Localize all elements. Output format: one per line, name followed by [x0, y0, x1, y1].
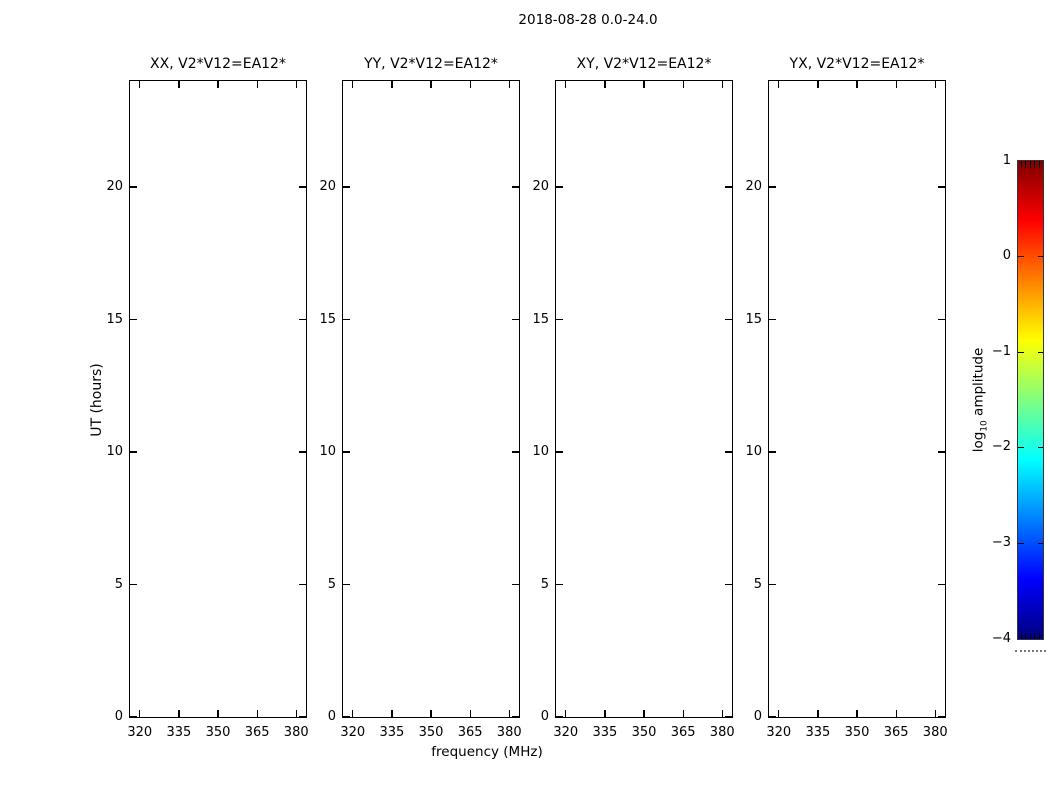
y-tick-mark: [130, 716, 137, 717]
y-tick-label: 15: [745, 311, 762, 327]
y-tick-mark: [343, 716, 350, 717]
colorbar-tick-label: −4: [991, 630, 1011, 646]
y-tick-mark: [938, 716, 945, 717]
y-tick-mark: [512, 584, 519, 585]
colorbar-tick-mark: [1018, 352, 1024, 353]
y-tick-mark: [725, 451, 732, 452]
y-tick-mark: [725, 319, 732, 320]
colorbar-end-hatch: [1021, 161, 1022, 168]
x-tick-label: 350: [844, 725, 870, 740]
x-tick-label: 365: [883, 725, 909, 740]
y-tick-label: 0: [327, 709, 336, 724]
subplot-xx: [106, 56, 309, 740]
y-tick-mark: [343, 584, 350, 585]
x-tick-label: 335: [805, 725, 831, 740]
x-tick-label: 335: [379, 725, 405, 740]
y-tick-mark: [512, 186, 519, 187]
x-tick-mark: [856, 81, 857, 88]
x-tick-mark: [257, 710, 258, 717]
colorbar-label: [971, 348, 990, 453]
x-tick-mark: [470, 710, 471, 717]
colorbar-end-hatch: [1025, 161, 1026, 168]
x-tick-mark: [139, 710, 140, 717]
x-tick-label: 380: [283, 725, 309, 740]
x-tick-label: 320: [766, 725, 792, 740]
subplot-xx-title: XX, V2*V12=EA12*: [150, 56, 286, 72]
y-tick-label: 10: [319, 444, 336, 459]
y-axis-label: UT (hours): [89, 363, 105, 437]
y-tick-label: 15: [532, 311, 549, 327]
x-tick-mark: [817, 81, 818, 88]
y-tick-label: 5: [114, 576, 123, 592]
y-tick-mark: [769, 451, 776, 452]
x-tick-mark: [391, 710, 392, 717]
y-tick-label: 0: [114, 709, 123, 724]
x-tick-label: 350: [418, 725, 444, 740]
x-tick-mark: [683, 710, 684, 717]
x-tick-mark: [896, 81, 897, 88]
y-tick-mark: [343, 186, 350, 187]
x-tick-mark: [896, 710, 897, 717]
x-tick-mark: [139, 81, 140, 88]
y-tick-mark: [299, 451, 306, 452]
x-tick-mark: [217, 710, 218, 717]
x-tick-label: 350: [205, 725, 231, 740]
y-tick-mark: [769, 186, 776, 187]
colorbar-end-hatch: [1034, 633, 1035, 640]
x-tick-label: 320: [127, 725, 153, 740]
y-tick-mark: [938, 584, 945, 585]
colorbar-gradient: [1018, 161, 1043, 639]
y-tick-mark: [725, 186, 732, 187]
y-tick-mark: [556, 186, 563, 187]
colorbar-tick-label: −2: [991, 439, 1011, 455]
x-tick-mark: [430, 710, 431, 717]
x-tick-mark: [257, 81, 258, 88]
colorbar-tick-mark: [1018, 256, 1024, 257]
x-tick-mark: [935, 710, 936, 717]
colorbar-tick-mark: [1038, 447, 1044, 448]
colorbar-label-prefix: log: [970, 431, 987, 453]
colorbar-tick-mark: [1038, 256, 1044, 257]
y-tick-label: 5: [753, 576, 762, 592]
y-tick-mark: [512, 716, 519, 717]
colorbar-end-hatch: [1030, 161, 1031, 168]
x-tick-mark: [604, 81, 605, 88]
x-tick-label: 350: [631, 725, 657, 740]
y-tick-label: 10: [106, 444, 123, 459]
colorbar-end-hatch: [1039, 161, 1040, 168]
y-tick-label: 0: [753, 709, 762, 724]
colorbar: [1017, 160, 1044, 640]
x-tick-label: 365: [670, 725, 696, 740]
y-tick-label: 5: [540, 576, 549, 592]
x-tick-mark: [470, 81, 471, 88]
x-tick-mark: [604, 710, 605, 717]
x-tick-mark: [509, 81, 510, 88]
x-tick-label: 380: [922, 725, 948, 740]
y-tick-mark: [556, 716, 563, 717]
x-tick-mark: [565, 81, 566, 88]
colorbar-tick-label: 0: [1002, 248, 1011, 264]
y-tick-label: 20: [106, 179, 123, 194]
y-tick-label: 5: [327, 576, 336, 592]
y-tick-mark: [938, 451, 945, 452]
y-tick-mark: [512, 319, 519, 320]
y-tick-mark: [556, 584, 563, 585]
x-tick-label: 365: [244, 725, 270, 740]
x-tick-label: 320: [553, 725, 579, 740]
y-tick-mark: [938, 319, 945, 320]
y-tick-mark: [512, 451, 519, 452]
colorbar-tick-label: −1: [991, 343, 1011, 359]
colorbar-tick-label: 1: [1002, 152, 1011, 168]
colorbar-dotted-edge: [1015, 650, 1046, 652]
y-tick-mark: [556, 451, 563, 452]
x-tick-mark: [296, 81, 297, 88]
x-tick-mark: [683, 81, 684, 88]
subplot-yx-title: YX, V2*V12=EA12*: [789, 56, 925, 72]
colorbar-tick-mark: [1018, 447, 1024, 448]
colorbar-tick-mark: [1038, 543, 1044, 544]
colorbar-end-hatch: [1039, 633, 1040, 640]
figure-title: 2018-08-28 0.0-24.0: [518, 12, 658, 28]
y-tick-label: 15: [106, 311, 123, 327]
x-tick-mark: [178, 710, 179, 717]
x-tick-mark: [856, 710, 857, 717]
x-tick-label: 365: [457, 725, 483, 740]
x-tick-mark: [778, 81, 779, 88]
x-tick-mark: [722, 710, 723, 717]
y-tick-mark: [343, 319, 350, 320]
x-tick-mark: [391, 81, 392, 88]
x-tick-label: 380: [496, 725, 522, 740]
y-tick-mark: [938, 186, 945, 187]
x-tick-mark: [778, 710, 779, 717]
y-tick-mark: [769, 319, 776, 320]
x-tick-mark: [643, 81, 644, 88]
x-tick-mark: [722, 81, 723, 88]
subplot-yx: [745, 56, 948, 740]
y-tick-mark: [769, 716, 776, 717]
colorbar-end-hatch: [1021, 633, 1022, 640]
subplot-yy: [319, 56, 522, 740]
y-tick-mark: [725, 584, 732, 585]
y-tick-label: 15: [319, 311, 336, 327]
x-tick-mark: [296, 710, 297, 717]
x-tick-mark: [352, 81, 353, 88]
x-tick-label: 335: [592, 725, 618, 740]
x-tick-label: 320: [340, 725, 366, 740]
colorbar-tick-mark: [1018, 543, 1024, 544]
y-tick-mark: [299, 716, 306, 717]
y-tick-label: 20: [745, 179, 762, 194]
x-tick-label: 335: [166, 725, 192, 740]
x-axis-label: frequency (MHz): [431, 744, 543, 760]
x-tick-mark: [217, 81, 218, 88]
x-tick-mark: [935, 81, 936, 88]
x-tick-mark: [643, 710, 644, 717]
x-tick-mark: [352, 710, 353, 717]
y-tick-mark: [343, 451, 350, 452]
colorbar-label-suffix: amplitude: [970, 347, 987, 421]
subplot-xy-title: XY, V2*V12=EA12*: [576, 56, 712, 72]
y-tick-mark: [556, 319, 563, 320]
y-tick-label: 20: [532, 179, 549, 194]
subplot-xy: [532, 56, 735, 740]
subplot-yy-title: YY, V2*V12=EA12*: [364, 56, 498, 72]
y-tick-label: 10: [745, 444, 762, 459]
colorbar-end-hatch: [1034, 161, 1035, 168]
y-tick-mark: [130, 186, 137, 187]
x-tick-mark: [509, 710, 510, 717]
x-tick-mark: [565, 710, 566, 717]
y-tick-mark: [130, 319, 137, 320]
colorbar-label-subscript: 10: [979, 420, 990, 432]
x-tick-label: 380: [709, 725, 735, 740]
colorbar-end-hatch: [1030, 633, 1031, 640]
y-tick-mark: [769, 584, 776, 585]
y-tick-mark: [299, 319, 306, 320]
y-tick-label: 10: [532, 444, 549, 459]
colorbar-end-hatch: [1025, 633, 1026, 640]
y-tick-mark: [130, 451, 137, 452]
colorbar-tick-mark: [1038, 352, 1044, 353]
y-tick-mark: [725, 716, 732, 717]
x-tick-mark: [817, 710, 818, 717]
x-tick-mark: [178, 81, 179, 88]
y-tick-label: 0: [540, 709, 549, 724]
y-tick-label: 20: [319, 179, 336, 194]
x-tick-mark: [430, 81, 431, 88]
y-tick-mark: [130, 584, 137, 585]
colorbar-tick-label: −3: [991, 534, 1011, 550]
y-tick-mark: [299, 584, 306, 585]
y-tick-mark: [299, 186, 306, 187]
